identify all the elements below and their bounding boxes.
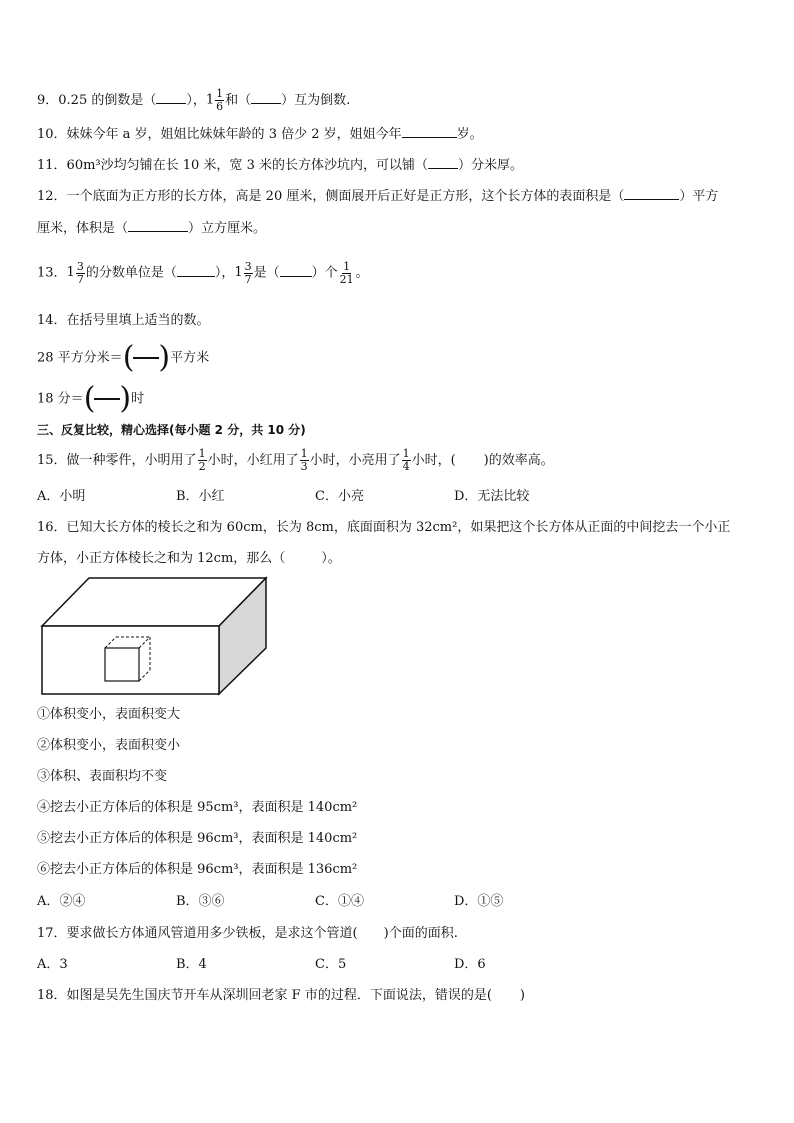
statement-1: ①体积变小，表面积变大 — [37, 707, 181, 722]
question-14: 14．在括号里填上适当的数。 — [37, 313, 210, 328]
question-number: 9． — [37, 93, 59, 108]
question-10: 10．妹妹今年 a 岁，姐姐比妹妹年龄的 3 倍少 2 岁，姐姐今年 岁。 — [37, 124, 483, 144]
cuboid-front-face — [42, 626, 219, 694]
option-b[interactable]: B．③⑥ — [176, 894, 225, 909]
fraction-blank[interactable]: ( ) — [83, 381, 132, 416]
fraction: $\frac{1}{4}$ — [402, 447, 410, 473]
fraction: $\frac{1}{6}$ — [216, 87, 224, 113]
option-b[interactable]: B．小红 — [176, 489, 225, 504]
question-13: 13．1 $\frac{3}{7}$ 的分数单位是（ ），1 $\frac{3}{7}$ 是（ ）个 $\frac{1}{21}$ 。 — [37, 259, 369, 286]
question-14-b: 18 分＝ ( ) 时 — [37, 381, 145, 416]
question-18: 18．如图是吴先生国庆节开车从深圳回老家 F 市的过程．下面说法，错误的是( ) — [37, 988, 525, 1003]
question-9: 9．0.25 的倒数是（ ），1 $\frac{1}{6}$ 和（ ）互为倒数. — [37, 87, 351, 113]
answer-blank[interactable] — [428, 155, 458, 169]
question-number: 10． — [37, 127, 67, 142]
question-12-cont: 厘米，体积是（ ）立方厘米。 — [37, 218, 266, 238]
option-c[interactable]: C．5 — [315, 957, 347, 972]
statement-3: ③体积、表面积均不变 — [37, 769, 168, 784]
fraction: $\frac{1}{21}$ — [339, 259, 354, 286]
fraction-blank[interactable]: ( ) — [122, 340, 171, 375]
section-title: 三、反复比较，精心选择(每小题 2 分，共 10 分) — [37, 423, 306, 437]
question-number: 16． — [37, 520, 67, 535]
question-number: 15． — [37, 453, 67, 468]
question-number: 17． — [37, 926, 67, 941]
option-c[interactable]: C．小亮 — [315, 489, 364, 504]
question-14-a: 28 平方分米＝ ( ) 平方米 — [37, 340, 210, 375]
answer-blank[interactable] — [280, 263, 312, 277]
answer-blank[interactable] — [402, 124, 457, 138]
statement-6: ⑥挖去小正方体后的体积是 96cm³，表面积是 136cm² — [37, 862, 358, 877]
option-d[interactable]: D．无法比较 — [454, 489, 530, 504]
option-d[interactable]: D．①⑤ — [454, 894, 504, 909]
fraction: $\frac{1}{2}$ — [198, 447, 206, 473]
answer-blank[interactable] — [251, 90, 281, 104]
fraction: $\frac{3}{7}$ — [244, 259, 252, 286]
option-c[interactable]: C．①④ — [315, 894, 364, 909]
question-17: 17．要求做长方体通风管道用多少铁板，是求这个管道( )个面的面积. — [37, 926, 458, 941]
fraction: $\frac{3}{7}$ — [76, 259, 84, 286]
question-11: 11．60m³沙均匀铺在长 10 米，宽 3 米的长方体沙坑内，可以铺（ ）分米厚。 — [37, 155, 523, 175]
question-12: 12．一个底面为正方形的长方体，高是 20 厘米，侧面展开后正好是正方形，这个长方体的表面积是（ ）平方 — [37, 186, 718, 206]
statement-4: ④挖去小正方体后的体积是 95cm³，表面积是 140cm² — [37, 800, 358, 815]
question-number: 11． — [37, 158, 67, 173]
question-number: 18． — [37, 988, 67, 1003]
cuboid-figure — [38, 574, 278, 699]
question-number: 12． — [37, 189, 67, 204]
answer-blank[interactable] — [177, 263, 215, 277]
option-b[interactable]: B．4 — [176, 957, 207, 972]
option-a[interactable]: A．3 — [37, 957, 68, 972]
question-number: 13． — [37, 265, 67, 281]
answer-blank[interactable] — [128, 218, 188, 232]
question-16: 16．已知大长方体的棱长之和为 60cm，长为 8cm，底面面积为 32cm²，如果把这个长方体从正面的中间挖去一个小正 — [37, 520, 731, 535]
fraction: $\frac{1}{3}$ — [300, 447, 308, 473]
statement-2: ②体积变小，表面积变小 — [37, 738, 181, 753]
question-15: 15．做一种零件，小明用了 $\frac{1}{2}$ 小时，小红用了 $\frac{1}{3}$ 小时，小亮用了 $\frac{1}{4}$ 小时，( )的效率高。 — [37, 447, 554, 473]
option-a[interactable]: A．小明 — [37, 489, 86, 504]
option-a[interactable]: A．②④ — [37, 894, 86, 909]
question-number: 14． — [37, 313, 67, 328]
statement-5: ⑤挖去小正方体后的体积是 96cm³，表面积是 140cm² — [37, 831, 358, 846]
answer-blank[interactable] — [156, 90, 186, 104]
question-16-cont: 方体，小正方体棱长之和为 12cm，那么（ ）。 — [37, 551, 341, 566]
option-d[interactable]: D．6 — [454, 957, 486, 972]
answer-blank[interactable] — [624, 186, 679, 200]
